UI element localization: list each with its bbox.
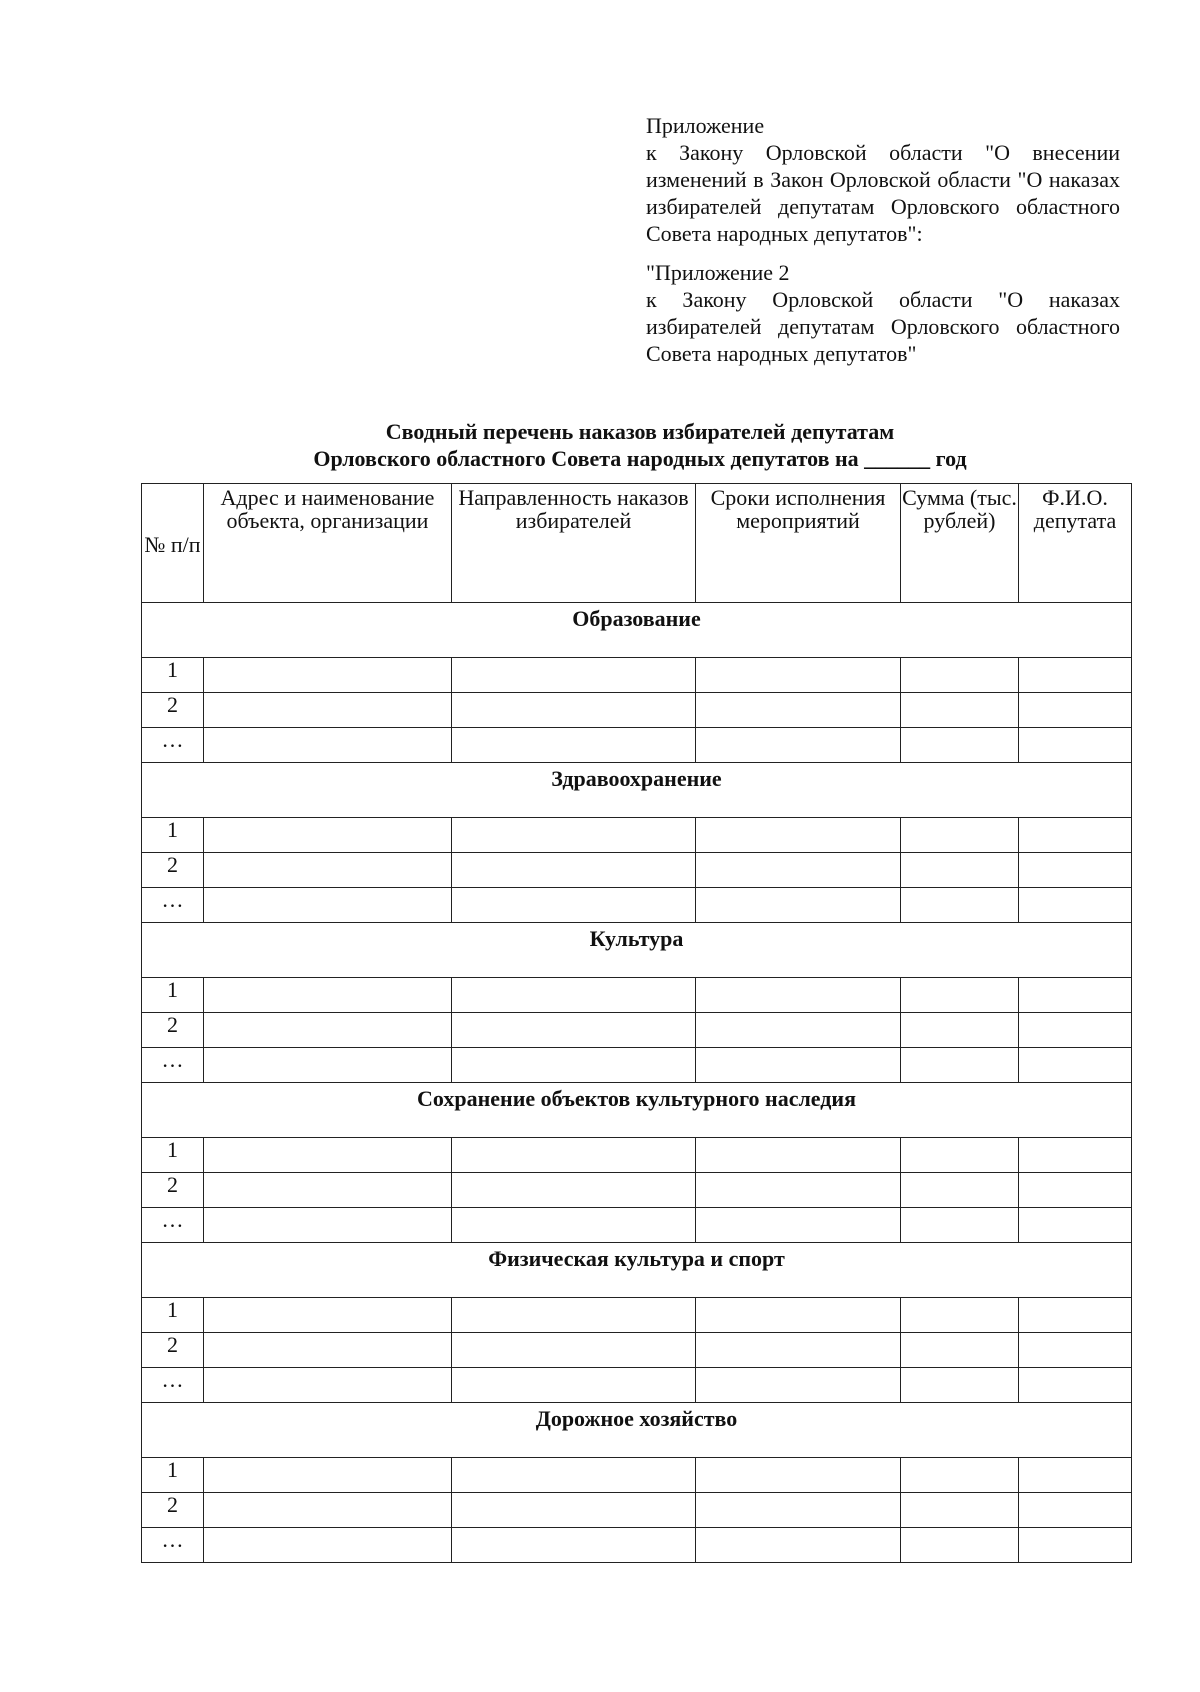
cell-direction	[452, 1368, 696, 1403]
table-row	[142, 1013, 1132, 1048]
section-row	[142, 1243, 1132, 1298]
cell-direction	[452, 853, 696, 888]
section-row	[142, 603, 1132, 658]
section-row	[142, 763, 1132, 818]
cell-deadlines	[696, 693, 901, 728]
column-header-direction: Направленность наказов избирателей	[452, 484, 696, 603]
cell-direction	[452, 818, 696, 853]
cell-address	[204, 658, 452, 693]
annex-label: Приложение	[646, 113, 765, 138]
cell-address	[204, 693, 452, 728]
cell-deputy	[1019, 728, 1132, 763]
cell-deadlines	[696, 1013, 901, 1048]
cell-amount	[901, 1208, 1019, 1243]
cell-deputy	[1019, 693, 1132, 728]
cell-deputy	[1019, 1173, 1132, 1208]
cell-address	[204, 728, 452, 763]
row-number: 1	[142, 1298, 204, 1333]
document-heading	[140, 418, 1140, 472]
cell-deputy	[1019, 1368, 1132, 1403]
table-row	[142, 888, 1132, 923]
annex-block	[646, 112, 1120, 367]
cell-amount	[901, 1173, 1019, 1208]
section-row	[142, 1083, 1132, 1138]
table-row	[142, 1298, 1132, 1333]
table-row	[142, 978, 1132, 1013]
cell-direction	[452, 1208, 696, 1243]
cell-amount	[901, 1493, 1019, 1528]
row-number: …	[142, 1528, 204, 1563]
table-row	[142, 1138, 1132, 1173]
cell-direction	[452, 1048, 696, 1083]
section-row	[142, 1403, 1132, 1458]
table-row	[142, 1333, 1132, 1368]
orders-table	[141, 483, 1132, 1563]
cell-address	[204, 1208, 452, 1243]
cell-address	[204, 1368, 452, 1403]
cell-amount	[901, 693, 1019, 728]
cell-address	[204, 978, 452, 1013]
cell-direction	[452, 1298, 696, 1333]
row-number: …	[142, 1048, 204, 1083]
cell-deadlines	[696, 1173, 901, 1208]
section-title: Культура	[142, 923, 1132, 978]
heading-line-1: Сводный перечень наказов избирателей депутатам	[385, 419, 895, 444]
column-header-amount: Сумма (тыс. рублей)	[901, 484, 1019, 603]
cell-deputy	[1019, 1013, 1132, 1048]
cell-address	[204, 1298, 452, 1333]
cell-amount	[901, 1048, 1019, 1083]
cell-deputy	[1019, 1138, 1132, 1173]
cell-direction	[452, 1138, 696, 1173]
table-row	[142, 1458, 1132, 1493]
table-row	[142, 1368, 1132, 1403]
cell-deputy	[1019, 1208, 1132, 1243]
table-row	[142, 818, 1132, 853]
cell-deadlines	[696, 853, 901, 888]
cell-deadlines	[696, 1368, 901, 1403]
section-title: Здравоохранение	[142, 763, 1132, 818]
table-body	[142, 603, 1132, 1563]
cell-amount	[901, 1528, 1019, 1563]
cell-deputy	[1019, 888, 1132, 923]
cell-amount	[901, 853, 1019, 888]
heading-line-2: Орловского областного Совета народных депутатов на ______ год	[313, 446, 967, 471]
cell-amount	[901, 888, 1019, 923]
cell-address	[204, 1528, 452, 1563]
cell-amount	[901, 1333, 1019, 1368]
table-row	[142, 658, 1132, 693]
annex-label-2: "Приложение 2	[646, 260, 790, 285]
row-number: …	[142, 728, 204, 763]
section-title: Сохранение объектов культурного наследия	[142, 1083, 1132, 1138]
cell-direction	[452, 1013, 696, 1048]
cell-direction	[452, 888, 696, 923]
cell-direction	[452, 658, 696, 693]
row-number: 2	[142, 1333, 204, 1368]
cell-address	[204, 818, 452, 853]
cell-amount	[901, 1138, 1019, 1173]
cell-deadlines	[696, 978, 901, 1013]
row-number: …	[142, 1368, 204, 1403]
table-row	[142, 1173, 1132, 1208]
row-number: 1	[142, 1138, 204, 1173]
table-row	[142, 853, 1132, 888]
cell-address	[204, 1013, 452, 1048]
cell-amount	[901, 818, 1019, 853]
table-row	[142, 728, 1132, 763]
cell-deadlines	[696, 1208, 901, 1243]
cell-direction	[452, 693, 696, 728]
cell-address	[204, 888, 452, 923]
cell-deadlines	[696, 1528, 901, 1563]
cell-address	[204, 853, 452, 888]
cell-address	[204, 1138, 452, 1173]
cell-deputy	[1019, 1298, 1132, 1333]
row-number: 2	[142, 853, 204, 888]
cell-address	[204, 1333, 452, 1368]
cell-amount	[901, 1368, 1019, 1403]
row-number: …	[142, 888, 204, 923]
cell-deputy	[1019, 1528, 1132, 1563]
cell-amount	[901, 728, 1019, 763]
section-row	[142, 923, 1132, 978]
cell-address	[204, 1048, 452, 1083]
cell-deadlines	[696, 818, 901, 853]
section-title: Физическая культура и спорт	[142, 1243, 1132, 1298]
cell-amount	[901, 1013, 1019, 1048]
section-title: Образование	[142, 603, 1132, 658]
annex-text-2: к Закону Орловской области "О наказах избирателей депутатам Орловского областного Совета народных депутатов"	[646, 287, 1120, 366]
cell-deputy	[1019, 1493, 1132, 1528]
column-header-deputy: Ф.И.О. депутата	[1019, 484, 1132, 603]
cell-direction	[452, 1528, 696, 1563]
cell-deadlines	[696, 1493, 901, 1528]
cell-amount	[901, 1298, 1019, 1333]
cell-direction	[452, 1493, 696, 1528]
row-number: 2	[142, 1173, 204, 1208]
cell-amount	[901, 658, 1019, 693]
row-number: 2	[142, 1013, 204, 1048]
table-row	[142, 1493, 1132, 1528]
cell-deadlines	[696, 888, 901, 923]
row-number: 1	[142, 978, 204, 1013]
cell-deputy	[1019, 978, 1132, 1013]
cell-deadlines	[696, 1298, 901, 1333]
cell-deadlines	[696, 1048, 901, 1083]
row-number: 2	[142, 693, 204, 728]
cell-deputy	[1019, 658, 1132, 693]
cell-deadlines	[696, 658, 901, 693]
column-header-address: Адрес и наименование объекта, организации	[204, 484, 452, 603]
cell-address	[204, 1173, 452, 1208]
cell-direction	[452, 1333, 696, 1368]
cell-direction	[452, 978, 696, 1013]
cell-deputy	[1019, 853, 1132, 888]
cell-amount	[901, 978, 1019, 1013]
table-row	[142, 1048, 1132, 1083]
column-header-deadlines: Сроки исполнения мероприятий	[696, 484, 901, 603]
section-title: Дорожное хозяйство	[142, 1403, 1132, 1458]
cell-deputy	[1019, 1333, 1132, 1368]
table-row	[142, 693, 1132, 728]
column-header-number: № п/п	[142, 484, 204, 603]
row-number: 1	[142, 1458, 204, 1493]
table-row	[142, 1528, 1132, 1563]
annex-text: к Закону Орловской области "О внесении изменений в Закон Орловской области "О наказах избирателей депутатам Орловского областного Совета народных депутатов":	[646, 140, 1120, 246]
table-header-row	[142, 484, 1132, 603]
row-number: 2	[142, 1493, 204, 1528]
table-row	[142, 1208, 1132, 1243]
cell-deputy	[1019, 818, 1132, 853]
cell-deadlines	[696, 1138, 901, 1173]
cell-direction	[452, 1458, 696, 1493]
cell-deputy	[1019, 1458, 1132, 1493]
row-number: 1	[142, 658, 204, 693]
row-number: 1	[142, 818, 204, 853]
cell-amount	[901, 1458, 1019, 1493]
row-number: …	[142, 1208, 204, 1243]
cell-address	[204, 1493, 452, 1528]
cell-address	[204, 1458, 452, 1493]
cell-deadlines	[696, 1333, 901, 1368]
cell-direction	[452, 728, 696, 763]
cell-deadlines	[696, 728, 901, 763]
cell-direction	[452, 1173, 696, 1208]
cell-deadlines	[696, 1458, 901, 1493]
cell-deputy	[1019, 1048, 1132, 1083]
